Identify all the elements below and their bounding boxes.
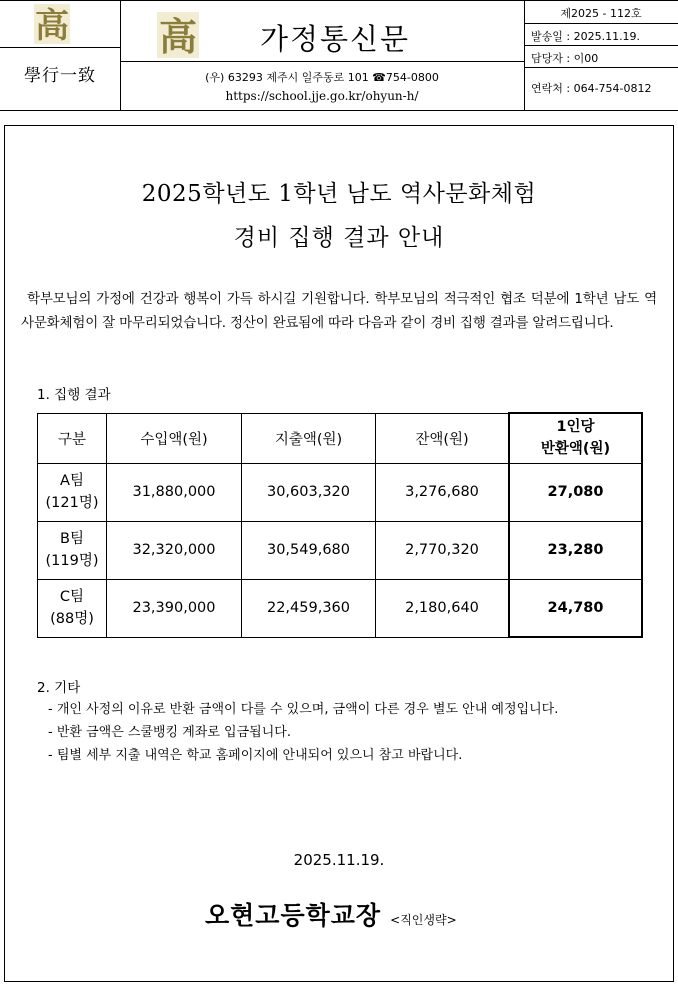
header-category: 구분 [38,413,107,463]
table-row [38,463,643,521]
team-name: A팀 [60,473,84,489]
team-count: (121명) [45,495,99,511]
team-count: (119명) [45,553,99,569]
header-income: 수입액(원) [107,413,242,463]
signer-name: 오현고등학교장 [205,901,382,930]
table-row [38,579,643,637]
document-number: 제2025 - 112호 [560,7,642,20]
refund-cell: 23,280 [509,521,642,579]
section-1-title: 1. 집행 결과 [37,387,111,403]
svg-text:高: 高 [35,6,69,46]
expense-cell: 22,459,360 [242,579,376,637]
issue-date: 2025.11.19. [293,851,385,869]
letter-header [0,0,678,115]
note-item: - 팀별 세부 지출 내역은 학교 홈페이지에 안내되어 있으니 참고 바랍니다. [48,748,463,763]
team-name: B팀 [60,531,84,547]
person-in-charge: 담당자 : 이00 [531,52,599,65]
signature-block [205,896,457,932]
team-cell [38,579,107,637]
header-refund-line1: 1인당 [556,419,595,436]
refund-cell: 24,780 [509,579,642,637]
team-name: C팀 [59,589,85,605]
send-date: 발송일 : 2025.11.19. [531,30,641,43]
result-table [37,412,643,638]
svg-text:高: 高 [158,14,198,59]
table-row [38,521,643,579]
note-item: - 개인 사정의 이유로 반환 금액이 다를 수 있으며, 금액이 다른 경우 별도 안내 예정입니다. [48,702,559,717]
school-address: (우) 63293 제주시 일주동로 101 ☎754-0800 [205,71,439,84]
team-cell [38,521,107,579]
header-refund-per-person [509,413,642,463]
contact-number: 연락처 : 064-754-0812 [531,82,652,95]
document-title-line1: 2025학년도 1학년 남도 역사문화체험 [141,181,537,207]
school-logo [155,10,201,60]
table-header-row [38,413,643,463]
school-website-link[interactable]: https://school.jje.go.kr/ohyun-h/ [225,89,419,103]
income-cell: 32,320,000 [107,521,242,579]
income-cell: 23,390,000 [107,579,242,637]
header-balance: 잔액(원) [376,413,510,463]
school-logo-small [32,2,72,46]
team-cell [38,463,107,521]
expense-cell: 30,549,680 [242,521,376,579]
income-cell: 31,880,000 [107,463,242,521]
seal-omitted-note: <직인생략> [390,913,457,927]
section-2-title: 2. 기타 [37,680,81,696]
balance-cell: 2,770,320 [376,521,510,579]
header-expense: 지출액(원) [242,413,376,463]
balance-cell: 3,276,680 [376,463,510,521]
header-refund-line2: 반환액(원) [540,441,611,458]
balance-cell: 2,180,640 [376,579,510,637]
school-motto: 學行一致 [24,66,96,86]
team-count: (88명) [50,611,94,627]
page-title: 가정통신문 [259,22,411,56]
intro-paragraph: 학부모님의 가정에 건강과 행복이 가득 하시길 기원합니다. 학부모님의 적극적인 협조 덕분에 1학년 남도 역사문화체험이 잘 마무리되었습니다. 정산이 완료됨에 따라 다음과 같이 경비 집행 결과를 알려드립니다. [21,291,657,331]
refund-cell: 27,080 [509,463,642,521]
document-title-line2: 경비 집행 결과 안내 [233,225,445,251]
expense-cell: 30,603,320 [242,463,376,521]
note-item: - 반환 금액은 스쿨뱅킹 계좌로 입금됩니다. [48,725,291,740]
